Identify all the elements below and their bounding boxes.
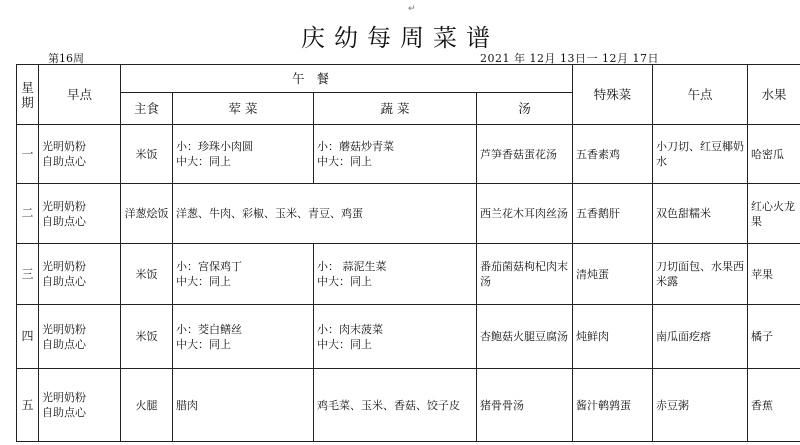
special-cell: 清炖蛋 [573,244,653,305]
breakfast-line: 光明奶粉 [42,140,86,153]
lunch-header-right: 餐 [314,65,573,93]
day-label: 四 [17,305,39,369]
soup-cell: 西兰花木耳肉丝汤 [477,184,573,244]
staple-cell: 米饭 [121,125,173,184]
fruit-cell: 红心火龙果 [748,184,800,244]
snack-cell: 赤豆粥 [653,369,748,442]
weekly-menu-table [16,64,800,442]
staple-cell: 米饭 [121,305,173,369]
day-header-bottom: 期 [21,94,34,110]
special-cell: 炖鲜肉 [573,305,653,369]
breakfast-line: 自助点心 [42,155,86,168]
main-dish-line: 小：珍珠小肉圆 [176,140,253,153]
breakfast-cell [39,369,121,442]
day-header [17,65,39,125]
main-dish-line: 中大：同上 [176,155,231,168]
veg-dish-line: 中大：同上 [317,275,373,288]
main-dish-line: 中大：同上 [176,275,231,288]
header-row-1 [17,65,800,93]
fruit-cell: 哈密瓜 [748,125,800,184]
breakfast-cell [39,244,121,305]
menu-row-monday [17,125,800,184]
day-header-top: 星 [21,79,34,95]
main-dish-cell [173,305,314,369]
fruit-cell: 橘子 [748,305,800,369]
menu-row-friday [17,369,800,442]
fruit-header: 水果 [748,65,800,125]
snack-cell: 双色甜糯米 [653,184,748,244]
veg-dish-cell [314,305,477,369]
menu-row-wednesday [17,244,800,305]
veg-dish-line: 小： 蒜泥生菜 [317,260,387,273]
date-range: 2021 年 12月 13日一 12月 17日 [480,52,659,65]
veg-dish-header: 蔬 菜 [314,93,477,125]
day-label: 三 [17,244,39,305]
veg-dish-line: 中大：同上 [317,155,373,168]
main-dish-line: 小：宫保鸡丁 [176,260,242,273]
soup-cell: 番茄菌菇枸杞肉末汤 [477,244,573,305]
breakfast-line: 自助点心 [42,214,86,228]
day-label: 一 [17,125,39,184]
staple-cell: 火腿 [121,369,173,442]
main-dish-cell [173,244,314,305]
menu-title: 庆幼每周菜谱 [301,24,499,52]
snack-header: 午点 [653,65,748,125]
soup-cell: 杏鲍菇火腿豆腐汤 [477,305,573,369]
paragraph-mark: ↵ [408,4,416,14]
main-dish-header: 荤 菜 [173,93,314,125]
special-header: 特殊菜 [573,65,653,125]
breakfast-line: 光明奶粉 [42,260,86,273]
veg-dish-cell [314,125,477,184]
snack-cell: 南瓜面疙瘩 [653,305,748,369]
main-dish-cell: 腊肉 [173,369,314,442]
soup-header: 汤 [477,93,573,125]
staple-header: 主食 [121,93,173,125]
lunch-header-left: 午 [121,65,314,93]
breakfast-cell [39,125,121,184]
veg-dish-line: 中大：同上 [317,337,373,351]
special-cell: 酱汁鹌鹑蛋 [573,369,653,442]
staple-cell: 米饭 [121,244,173,305]
breakfast-line: 自助点心 [42,406,86,419]
fruit-cell: 香蕉 [748,369,800,442]
day-label: 五 [17,369,39,442]
combined-dish-cell: 洋葱、牛肉、彩椒、玉米、青豆、鸡蛋 [173,184,477,244]
special-cell: 五香鹅肝 [573,184,653,244]
veg-dish-cell: 鸡毛菜、玉米、香菇、饺子皮 [314,369,477,442]
breakfast-cell [39,305,121,369]
main-dish-line: 小：茭白鳝丝 [176,322,242,336]
menu-row-tuesday [17,184,800,244]
breakfast-line: 光明奶粉 [42,322,86,336]
day-label: 二 [17,184,39,244]
soup-cell: 芦笋香菇蛋花汤 [477,125,573,184]
breakfast-line: 自助点心 [42,275,86,288]
snack-cell: 刀切面包、水果西米露 [653,244,748,305]
staple-cell: 洋葱烩饭 [121,184,173,244]
veg-dish-cell [314,244,477,305]
veg-dish-line: 小：肉末菠菜 [317,322,384,336]
snack-cell: 小刀切、红豆椰奶水 [653,125,748,184]
breakfast-line: 自助点心 [42,337,86,351]
main-dish-cell [173,125,314,184]
soup-cell: 猪骨骨汤 [477,369,573,442]
breakfast-cell [39,184,121,244]
fruit-cell: 苹果 [748,244,800,305]
breakfast-line: 光明奶粉 [42,199,86,213]
main-dish-line: 中大：同上 [176,337,231,351]
special-cell: 五香素鸡 [573,125,653,184]
week-number: 第16周 [48,52,84,65]
menu-row-thursday [17,305,800,369]
veg-dish-line: 小：蘑菇炒青菜 [317,140,395,153]
breakfast-header: 早点 [39,65,121,125]
breakfast-line: 光明奶粉 [42,391,86,404]
